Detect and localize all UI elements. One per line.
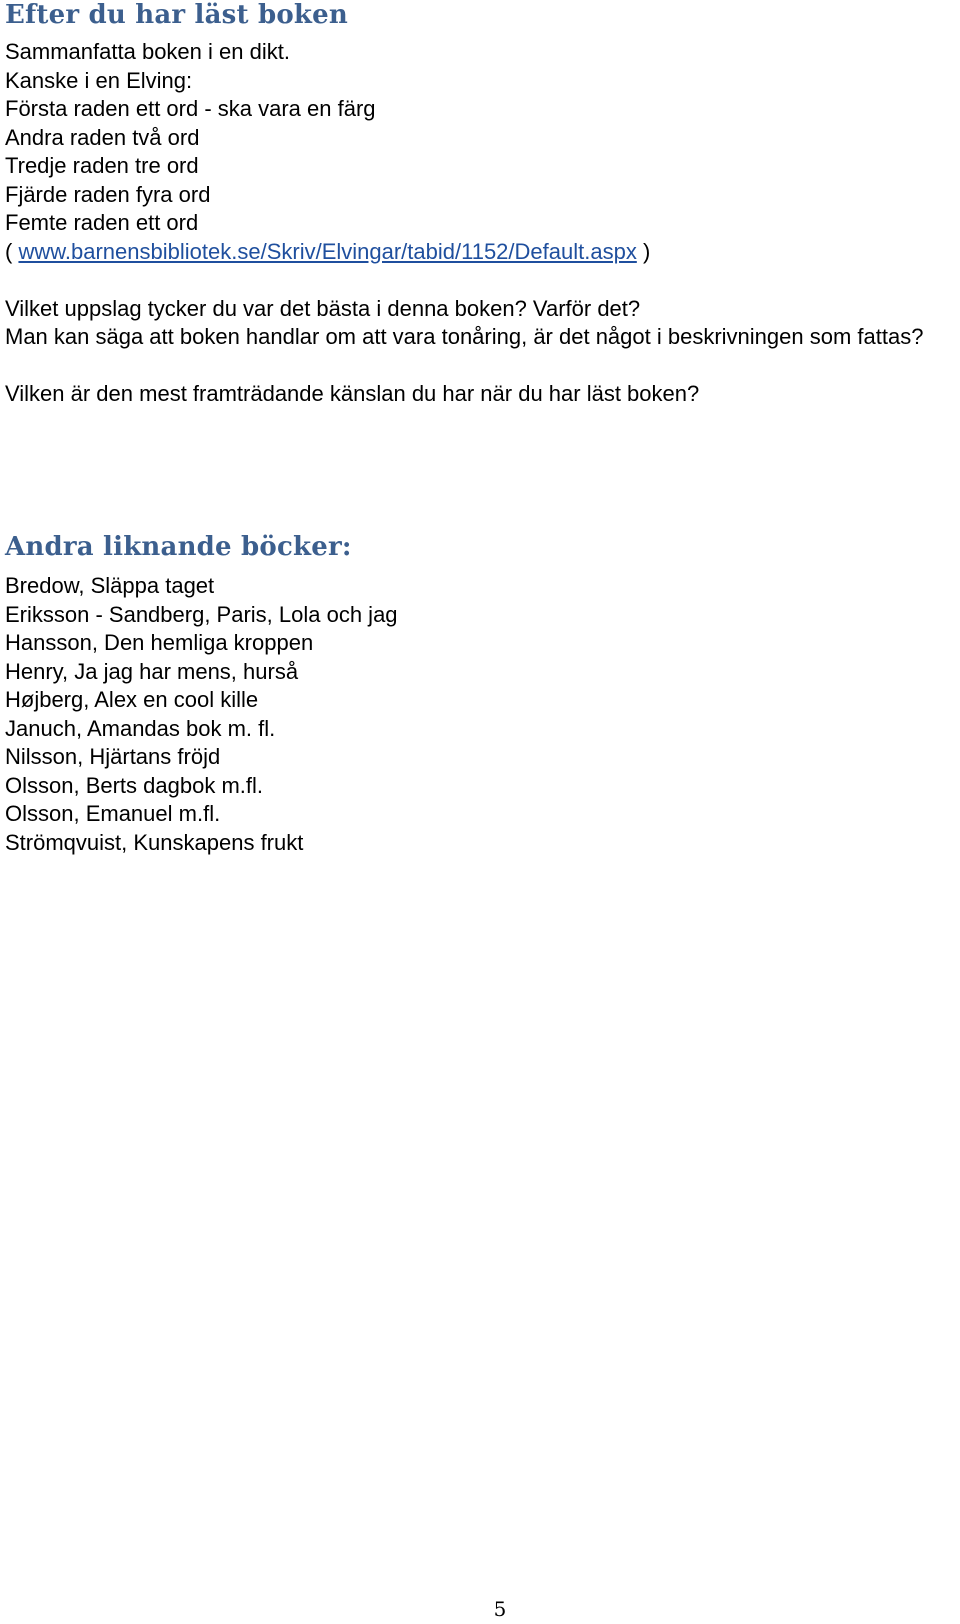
similar-books-list bbox=[5, 572, 398, 857]
list-item: Eriksson - Sandberg, Paris, Lola och jag bbox=[5, 601, 398, 627]
list-item: Olsson, Berts dagbok m.fl. bbox=[5, 772, 263, 798]
elvingar-link[interactable]: www.barnensbibliotek.se/Skriv/Elvingar/tabid/1152/Default.aspx bbox=[18, 238, 637, 264]
body-line: Andra raden två ord bbox=[5, 124, 200, 150]
section-heading-after-reading: Efter du har läst boken bbox=[5, 0, 348, 30]
spacer bbox=[5, 266, 950, 295]
question-best-spread: Vilket uppslag tycker du var det bästa i denna boken? Varför det? bbox=[5, 295, 641, 321]
list-item: Højberg, Alex en cool kille bbox=[5, 687, 259, 712]
body-line: Tredje raden tre ord bbox=[5, 153, 199, 178]
list-item: Henry, Ja jag har mens, hurså bbox=[5, 658, 299, 684]
list-item: Olsson, Emanuel m.fl. bbox=[5, 801, 221, 826]
spacer bbox=[5, 352, 950, 381]
link-suffix: ) bbox=[636, 238, 651, 264]
list-item: Hansson, Den hemliga kroppen bbox=[5, 630, 314, 655]
link-line bbox=[5, 238, 950, 267]
question-feeling: Vilken är den mest framträdande känslan du har när du har läst boken? bbox=[5, 381, 700, 406]
page-number: 5 bbox=[493, 1597, 507, 1621]
link-prefix: ( bbox=[5, 238, 19, 264]
list-item: Nilsson, Hjärtans fröjd bbox=[5, 744, 221, 769]
question-teenager: Man kan säga att boken handlar om att vara tonåring, är det något i beskrivningen som fattas? bbox=[5, 324, 924, 349]
body-line: Fjärde raden fyra ord bbox=[5, 181, 211, 207]
section-heading-similar-books: Andra liknande böcker: bbox=[5, 532, 352, 562]
body-line: Kanske i en Elving: bbox=[5, 67, 193, 93]
section-after-reading-body bbox=[5, 38, 950, 409]
body-line: Femte raden ett ord bbox=[5, 210, 199, 235]
list-item: Januch, Amandas bok m. fl. bbox=[5, 715, 276, 741]
list-item: Strömqvuist, Kunskapens frukt bbox=[5, 829, 304, 855]
body-line: Sammanfatta boken i en dikt. bbox=[5, 39, 290, 64]
list-item: Bredow, Släppa taget bbox=[5, 573, 215, 598]
body-line: Första raden ett ord - ska vara en färg bbox=[5, 96, 376, 121]
